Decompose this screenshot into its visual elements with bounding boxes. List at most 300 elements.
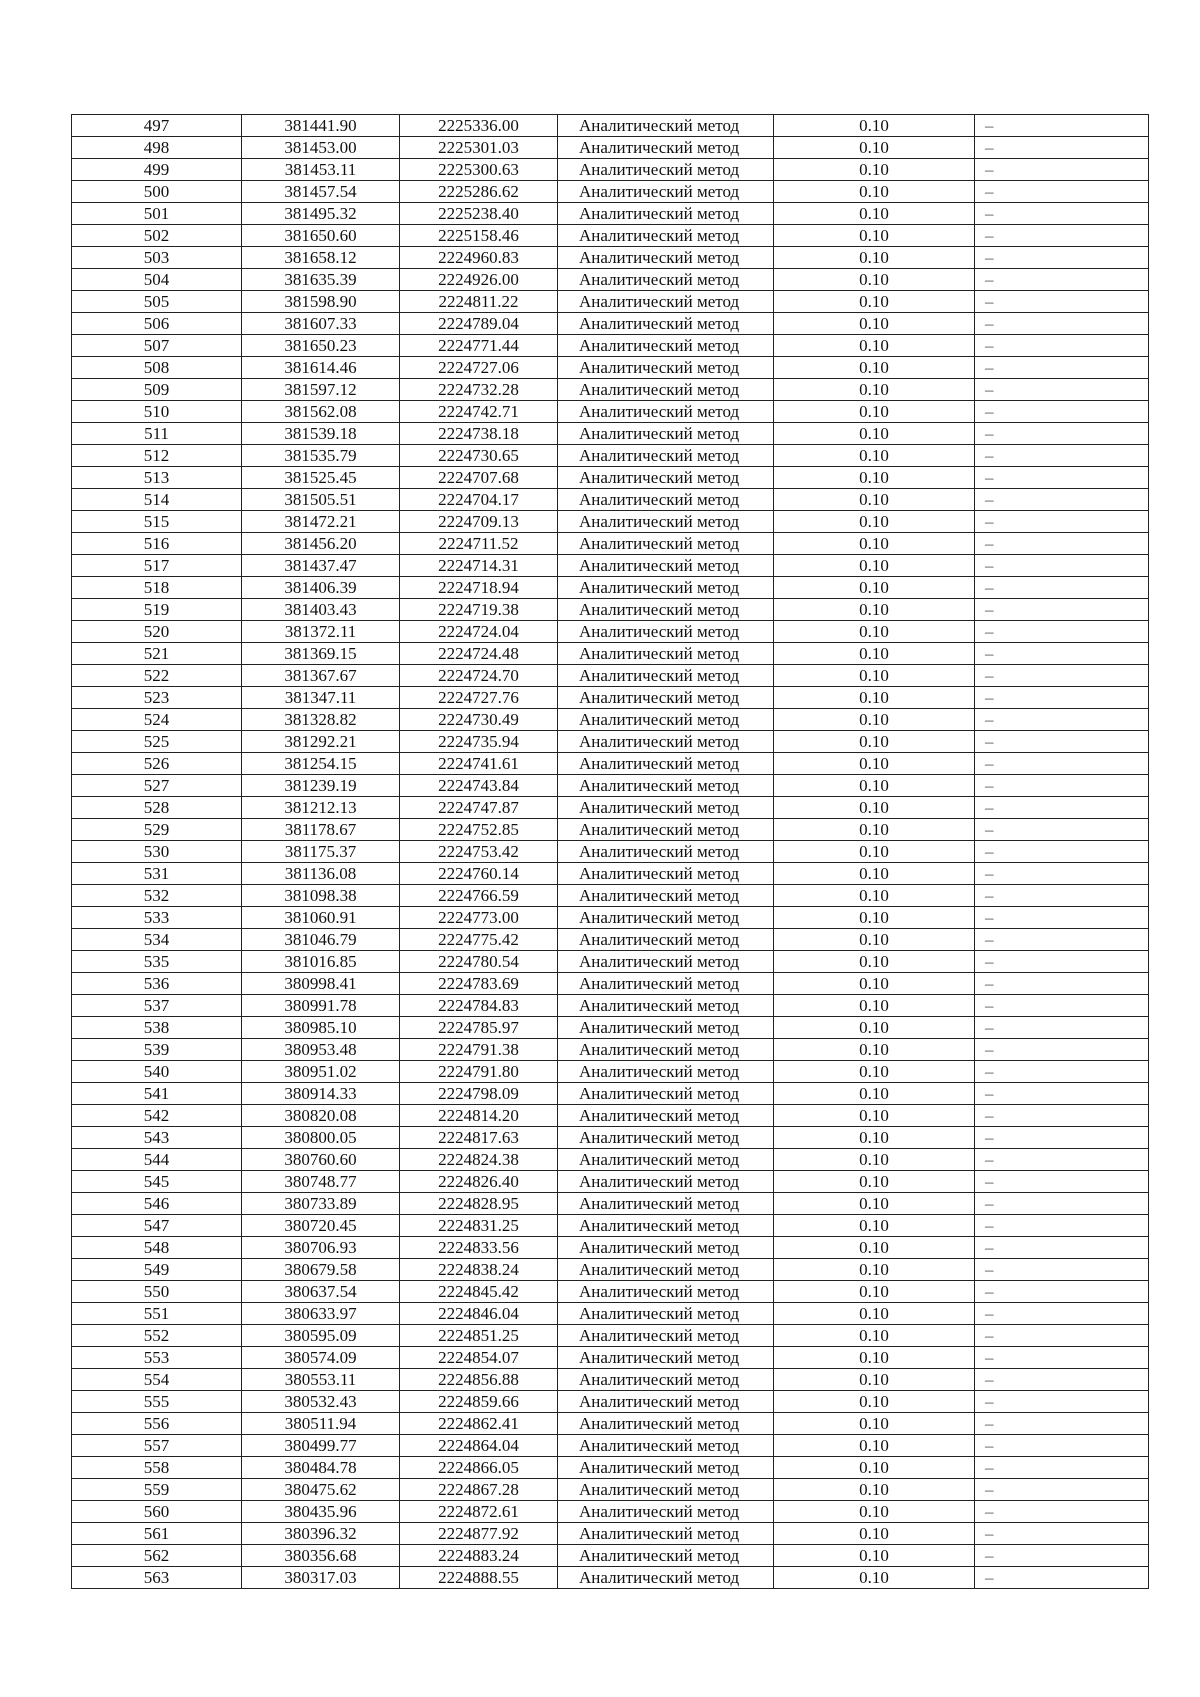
method-cell: Аналитический метод <box>558 577 774 599</box>
table-row <box>72 1567 1149 1589</box>
method-cell: Аналитический метод <box>558 1303 774 1325</box>
x-coordinate-cell: 381453.00 <box>242 137 400 159</box>
method-cell: Аналитический метод <box>558 863 774 885</box>
x-coordinate-cell: 381650.60 <box>242 225 400 247</box>
method-cell: Аналитический метод <box>558 709 774 731</box>
point-number-cell: 517 <box>72 555 242 577</box>
note-cell: – <box>975 1017 1149 1039</box>
point-number-cell: 527 <box>72 775 242 797</box>
method-cell: Аналитический метод <box>558 1215 774 1237</box>
note-cell: – <box>975 225 1149 247</box>
note-cell: – <box>975 1501 1149 1523</box>
note-cell: – <box>975 577 1149 599</box>
accuracy-cell: 0.10 <box>774 291 975 313</box>
accuracy-cell: 0.10 <box>774 247 975 269</box>
y-coordinate-cell: 2224766.59 <box>400 885 558 907</box>
y-coordinate-cell: 2224775.42 <box>400 929 558 951</box>
point-number-cell: 525 <box>72 731 242 753</box>
note-cell: – <box>975 819 1149 841</box>
method-cell: Аналитический метод <box>558 665 774 687</box>
table-row <box>72 797 1149 819</box>
method-cell: Аналитический метод <box>558 1017 774 1039</box>
accuracy-cell: 0.10 <box>774 225 975 247</box>
accuracy-cell: 0.10 <box>774 115 975 137</box>
x-coordinate-cell: 381453.11 <box>242 159 400 181</box>
x-coordinate-cell: 380679.58 <box>242 1259 400 1281</box>
note-cell: – <box>975 555 1149 577</box>
note-cell: – <box>975 1061 1149 1083</box>
method-cell: Аналитический метод <box>558 445 774 467</box>
accuracy-cell: 0.10 <box>774 423 975 445</box>
accuracy-cell: 0.10 <box>774 379 975 401</box>
accuracy-cell: 0.10 <box>774 1149 975 1171</box>
table-row <box>72 1149 1149 1171</box>
y-coordinate-cell: 2225286.62 <box>400 181 558 203</box>
method-cell: Аналитический метод <box>558 533 774 555</box>
table-row <box>72 775 1149 797</box>
method-cell: Аналитический метод <box>558 1237 774 1259</box>
accuracy-cell: 0.10 <box>774 753 975 775</box>
method-cell: Аналитический метод <box>558 247 774 269</box>
accuracy-cell: 0.10 <box>774 599 975 621</box>
y-coordinate-cell: 2224724.70 <box>400 665 558 687</box>
accuracy-cell: 0.10 <box>774 1325 975 1347</box>
method-cell: Аналитический метод <box>558 1127 774 1149</box>
y-coordinate-cell: 2224730.65 <box>400 445 558 467</box>
accuracy-cell: 0.10 <box>774 907 975 929</box>
point-number-cell: 500 <box>72 181 242 203</box>
table-row <box>72 995 1149 1017</box>
y-coordinate-cell: 2224798.09 <box>400 1083 558 1105</box>
method-cell: Аналитический метод <box>558 511 774 533</box>
point-number-cell: 516 <box>72 533 242 555</box>
table-row <box>72 357 1149 379</box>
note-cell: – <box>975 313 1149 335</box>
method-cell: Аналитический метод <box>558 995 774 1017</box>
point-number-cell: 524 <box>72 709 242 731</box>
accuracy-cell: 0.10 <box>774 709 975 731</box>
y-coordinate-cell: 2224960.83 <box>400 247 558 269</box>
table-row <box>72 445 1149 467</box>
accuracy-cell: 0.10 <box>774 995 975 1017</box>
x-coordinate-cell: 381098.38 <box>242 885 400 907</box>
note-cell: – <box>975 247 1149 269</box>
point-number-cell: 526 <box>72 753 242 775</box>
method-cell: Аналитический метод <box>558 1567 774 1589</box>
note-cell: – <box>975 137 1149 159</box>
method-cell: Аналитический метод <box>558 1259 774 1281</box>
point-number-cell: 518 <box>72 577 242 599</box>
note-cell: – <box>975 687 1149 709</box>
x-coordinate-cell: 381369.15 <box>242 643 400 665</box>
table-row <box>72 555 1149 577</box>
table-row <box>72 687 1149 709</box>
accuracy-cell: 0.10 <box>774 1391 975 1413</box>
y-coordinate-cell: 2224856.88 <box>400 1369 558 1391</box>
x-coordinate-cell: 380800.05 <box>242 1127 400 1149</box>
table-row <box>72 1479 1149 1501</box>
point-number-cell: 514 <box>72 489 242 511</box>
y-coordinate-cell: 2224752.85 <box>400 819 558 841</box>
y-coordinate-cell: 2224727.76 <box>400 687 558 709</box>
table-row <box>72 643 1149 665</box>
note-cell: – <box>975 1237 1149 1259</box>
y-coordinate-cell: 2224828.95 <box>400 1193 558 1215</box>
y-coordinate-cell: 2224811.22 <box>400 291 558 313</box>
method-cell: Аналитический метод <box>558 1061 774 1083</box>
x-coordinate-cell: 381505.51 <box>242 489 400 511</box>
note-cell: – <box>975 1369 1149 1391</box>
x-coordinate-cell: 380991.78 <box>242 995 400 1017</box>
x-coordinate-cell: 380435.96 <box>242 1501 400 1523</box>
method-cell: Аналитический метод <box>558 907 774 929</box>
method-cell: Аналитический метод <box>558 775 774 797</box>
accuracy-cell: 0.10 <box>774 511 975 533</box>
table-row <box>72 1369 1149 1391</box>
method-cell: Аналитический метод <box>558 313 774 335</box>
method-cell: Аналитический метод <box>558 1479 774 1501</box>
y-coordinate-cell: 2224784.83 <box>400 995 558 1017</box>
note-cell: – <box>975 1413 1149 1435</box>
y-coordinate-cell: 2224730.49 <box>400 709 558 731</box>
table-row <box>72 1501 1149 1523</box>
y-coordinate-cell: 2224785.97 <box>400 1017 558 1039</box>
coordinates-table <box>71 114 1149 1589</box>
table-row <box>72 137 1149 159</box>
method-cell: Аналитический метод <box>558 1457 774 1479</box>
y-coordinate-cell: 2224718.94 <box>400 577 558 599</box>
y-coordinate-cell: 2224926.00 <box>400 269 558 291</box>
table-row <box>72 621 1149 643</box>
table-row <box>72 819 1149 841</box>
accuracy-cell: 0.10 <box>774 1501 975 1523</box>
y-coordinate-cell: 2224883.24 <box>400 1545 558 1567</box>
x-coordinate-cell: 381403.43 <box>242 599 400 621</box>
point-number-cell: 509 <box>72 379 242 401</box>
table-row <box>72 313 1149 335</box>
point-number-cell: 542 <box>72 1105 242 1127</box>
note-cell: – <box>975 907 1149 929</box>
point-number-cell: 501 <box>72 203 242 225</box>
accuracy-cell: 0.10 <box>774 1017 975 1039</box>
method-cell: Аналитический метод <box>558 1083 774 1105</box>
method-cell: Аналитический метод <box>558 753 774 775</box>
point-number-cell: 521 <box>72 643 242 665</box>
y-coordinate-cell: 2224732.28 <box>400 379 558 401</box>
note-cell: – <box>975 203 1149 225</box>
accuracy-cell: 0.10 <box>774 621 975 643</box>
point-number-cell: 520 <box>72 621 242 643</box>
table-row <box>72 533 1149 555</box>
note-cell: – <box>975 951 1149 973</box>
note-cell: – <box>975 709 1149 731</box>
x-coordinate-cell: 381175.37 <box>242 841 400 863</box>
y-coordinate-cell: 2224724.04 <box>400 621 558 643</box>
y-coordinate-cell: 2224738.18 <box>400 423 558 445</box>
point-number-cell: 505 <box>72 291 242 313</box>
table-row <box>72 489 1149 511</box>
point-number-cell: 541 <box>72 1083 242 1105</box>
table-row <box>72 335 1149 357</box>
note-cell: – <box>975 401 1149 423</box>
method-cell: Аналитический метод <box>558 115 774 137</box>
accuracy-cell: 0.10 <box>774 203 975 225</box>
table-row <box>72 203 1149 225</box>
x-coordinate-cell: 380733.89 <box>242 1193 400 1215</box>
method-cell: Аналитический метод <box>558 1391 774 1413</box>
method-cell: Аналитический метод <box>558 797 774 819</box>
note-cell: – <box>975 1545 1149 1567</box>
accuracy-cell: 0.10 <box>774 1545 975 1567</box>
accuracy-cell: 0.10 <box>774 775 975 797</box>
table-row <box>72 159 1149 181</box>
x-coordinate-cell: 380998.41 <box>242 973 400 995</box>
x-coordinate-cell: 380595.09 <box>242 1325 400 1347</box>
accuracy-cell: 0.10 <box>774 665 975 687</box>
note-cell: – <box>975 1479 1149 1501</box>
table-row <box>72 885 1149 907</box>
x-coordinate-cell: 381525.45 <box>242 467 400 489</box>
accuracy-cell: 0.10 <box>774 137 975 159</box>
accuracy-cell: 0.10 <box>774 973 975 995</box>
point-number-cell: 556 <box>72 1413 242 1435</box>
accuracy-cell: 0.10 <box>774 181 975 203</box>
accuracy-cell: 0.10 <box>774 1127 975 1149</box>
note-cell: – <box>975 1457 1149 1479</box>
accuracy-cell: 0.10 <box>774 929 975 951</box>
x-coordinate-cell: 381136.08 <box>242 863 400 885</box>
accuracy-cell: 0.10 <box>774 1457 975 1479</box>
method-cell: Аналитический метод <box>558 731 774 753</box>
x-coordinate-cell: 381607.33 <box>242 313 400 335</box>
y-coordinate-cell: 2225158.46 <box>400 225 558 247</box>
y-coordinate-cell: 2224814.20 <box>400 1105 558 1127</box>
note-cell: – <box>975 1259 1149 1281</box>
accuracy-cell: 0.10 <box>774 269 975 291</box>
x-coordinate-cell: 380914.33 <box>242 1083 400 1105</box>
y-coordinate-cell: 2224709.13 <box>400 511 558 533</box>
accuracy-cell: 0.10 <box>774 1281 975 1303</box>
method-cell: Аналитический метод <box>558 1501 774 1523</box>
y-coordinate-cell: 2225300.63 <box>400 159 558 181</box>
y-coordinate-cell: 2224711.52 <box>400 533 558 555</box>
table-row <box>72 1391 1149 1413</box>
note-cell: – <box>975 1083 1149 1105</box>
note-cell: – <box>975 467 1149 489</box>
table-row <box>72 1193 1149 1215</box>
method-cell: Аналитический метод <box>558 1523 774 1545</box>
method-cell: Аналитический метод <box>558 973 774 995</box>
table-row <box>72 1347 1149 1369</box>
x-coordinate-cell: 381347.11 <box>242 687 400 709</box>
point-number-cell: 522 <box>72 665 242 687</box>
method-cell: Аналитический метод <box>558 819 774 841</box>
method-cell: Аналитический метод <box>558 291 774 313</box>
accuracy-cell: 0.10 <box>774 533 975 555</box>
method-cell: Аналитический метод <box>558 1413 774 1435</box>
y-coordinate-cell: 2224773.00 <box>400 907 558 929</box>
y-coordinate-cell: 2224854.07 <box>400 1347 558 1369</box>
y-coordinate-cell: 2224867.28 <box>400 1479 558 1501</box>
x-coordinate-cell: 380475.62 <box>242 1479 400 1501</box>
note-cell: – <box>975 665 1149 687</box>
point-number-cell: 532 <box>72 885 242 907</box>
table-row <box>72 951 1149 973</box>
method-cell: Аналитический метод <box>558 1193 774 1215</box>
method-cell: Аналитический метод <box>558 1149 774 1171</box>
note-cell: – <box>975 973 1149 995</box>
accuracy-cell: 0.10 <box>774 1237 975 1259</box>
note-cell: – <box>975 1523 1149 1545</box>
method-cell: Аналитический метод <box>558 269 774 291</box>
note-cell: – <box>975 929 1149 951</box>
method-cell: Аналитический метод <box>558 643 774 665</box>
note-cell: – <box>975 1127 1149 1149</box>
coordinates-table-body <box>72 115 1149 1589</box>
table-row <box>72 467 1149 489</box>
table-row <box>72 841 1149 863</box>
point-number-cell: 497 <box>72 115 242 137</box>
point-number-cell: 538 <box>72 1017 242 1039</box>
point-number-cell: 506 <box>72 313 242 335</box>
accuracy-cell: 0.10 <box>774 1061 975 1083</box>
method-cell: Аналитический метод <box>558 137 774 159</box>
note-cell: – <box>975 335 1149 357</box>
note-cell: – <box>975 1325 1149 1347</box>
table-row <box>72 1127 1149 1149</box>
y-coordinate-cell: 2224747.87 <box>400 797 558 819</box>
x-coordinate-cell: 380953.48 <box>242 1039 400 1061</box>
x-coordinate-cell: 380820.08 <box>242 1105 400 1127</box>
point-number-cell: 534 <box>72 929 242 951</box>
method-cell: Аналитический метод <box>558 841 774 863</box>
method-cell: Аналитический метод <box>558 181 774 203</box>
method-cell: Аналитический метод <box>558 401 774 423</box>
note-cell: – <box>975 489 1149 511</box>
y-coordinate-cell: 2224845.42 <box>400 1281 558 1303</box>
x-coordinate-cell: 381598.90 <box>242 291 400 313</box>
x-coordinate-cell: 381254.15 <box>242 753 400 775</box>
x-coordinate-cell: 381597.12 <box>242 379 400 401</box>
accuracy-cell: 0.10 <box>774 1303 975 1325</box>
note-cell: – <box>975 1281 1149 1303</box>
point-number-cell: 537 <box>72 995 242 1017</box>
x-coordinate-cell: 380985.10 <box>242 1017 400 1039</box>
table-row <box>72 181 1149 203</box>
y-coordinate-cell: 2224727.06 <box>400 357 558 379</box>
y-coordinate-cell: 2224872.61 <box>400 1501 558 1523</box>
method-cell: Аналитический метод <box>558 379 774 401</box>
x-coordinate-cell: 381441.90 <box>242 115 400 137</box>
note-cell: – <box>975 1567 1149 1589</box>
y-coordinate-cell: 2224741.61 <box>400 753 558 775</box>
x-coordinate-cell: 381016.85 <box>242 951 400 973</box>
x-coordinate-cell: 381456.20 <box>242 533 400 555</box>
y-coordinate-cell: 2224851.25 <box>400 1325 558 1347</box>
point-number-cell: 530 <box>72 841 242 863</box>
point-number-cell: 545 <box>72 1171 242 1193</box>
table-row <box>72 247 1149 269</box>
point-number-cell: 550 <box>72 1281 242 1303</box>
table-row <box>72 115 1149 137</box>
accuracy-cell: 0.10 <box>774 885 975 907</box>
accuracy-cell: 0.10 <box>774 445 975 467</box>
x-coordinate-cell: 381472.21 <box>242 511 400 533</box>
note-cell: – <box>975 1193 1149 1215</box>
y-coordinate-cell: 2224888.55 <box>400 1567 558 1589</box>
y-coordinate-cell: 2224846.04 <box>400 1303 558 1325</box>
accuracy-cell: 0.10 <box>774 1413 975 1435</box>
method-cell: Аналитический метод <box>558 621 774 643</box>
note-cell: – <box>975 753 1149 775</box>
x-coordinate-cell: 380637.54 <box>242 1281 400 1303</box>
method-cell: Аналитический метод <box>558 159 774 181</box>
y-coordinate-cell: 2224743.84 <box>400 775 558 797</box>
table-row <box>72 1435 1149 1457</box>
note-cell: – <box>975 621 1149 643</box>
note-cell: – <box>975 181 1149 203</box>
point-number-cell: 549 <box>72 1259 242 1281</box>
note-cell: – <box>975 1347 1149 1369</box>
method-cell: Аналитический метод <box>558 1369 774 1391</box>
method-cell: Аналитический метод <box>558 1039 774 1061</box>
point-number-cell: 523 <box>72 687 242 709</box>
point-number-cell: 561 <box>72 1523 242 1545</box>
point-number-cell: 559 <box>72 1479 242 1501</box>
accuracy-cell: 0.10 <box>774 1435 975 1457</box>
method-cell: Аналитический метод <box>558 1545 774 1567</box>
table-row <box>72 599 1149 621</box>
table-row <box>72 269 1149 291</box>
note-cell: – <box>975 533 1149 555</box>
note-cell: – <box>975 863 1149 885</box>
y-coordinate-cell: 2224704.17 <box>400 489 558 511</box>
table-row <box>72 1105 1149 1127</box>
x-coordinate-cell: 381614.46 <box>242 357 400 379</box>
y-coordinate-cell: 2224824.38 <box>400 1149 558 1171</box>
method-cell: Аналитический метод <box>558 1347 774 1369</box>
note-cell: – <box>975 731 1149 753</box>
y-coordinate-cell: 2224833.56 <box>400 1237 558 1259</box>
accuracy-cell: 0.10 <box>774 841 975 863</box>
accuracy-cell: 0.10 <box>774 863 975 885</box>
x-coordinate-cell: 381635.39 <box>242 269 400 291</box>
y-coordinate-cell: 2224783.69 <box>400 973 558 995</box>
note-cell: – <box>975 1215 1149 1237</box>
accuracy-cell: 0.10 <box>774 1259 975 1281</box>
table-row <box>72 1303 1149 1325</box>
x-coordinate-cell: 381212.13 <box>242 797 400 819</box>
table-row <box>72 1039 1149 1061</box>
x-coordinate-cell: 381367.67 <box>242 665 400 687</box>
method-cell: Аналитический метод <box>558 1435 774 1457</box>
y-coordinate-cell: 2224753.42 <box>400 841 558 863</box>
method-cell: Аналитический метод <box>558 203 774 225</box>
table-row <box>72 1457 1149 1479</box>
note-cell: – <box>975 1435 1149 1457</box>
point-number-cell: 548 <box>72 1237 242 1259</box>
x-coordinate-cell: 381406.39 <box>242 577 400 599</box>
point-number-cell: 519 <box>72 599 242 621</box>
table-row <box>72 665 1149 687</box>
method-cell: Аналитический метод <box>558 225 774 247</box>
y-coordinate-cell: 2225238.40 <box>400 203 558 225</box>
table-row <box>72 1259 1149 1281</box>
x-coordinate-cell: 380511.94 <box>242 1413 400 1435</box>
method-cell: Аналитический метод <box>558 599 774 621</box>
note-cell: – <box>975 269 1149 291</box>
method-cell: Аналитический метод <box>558 467 774 489</box>
